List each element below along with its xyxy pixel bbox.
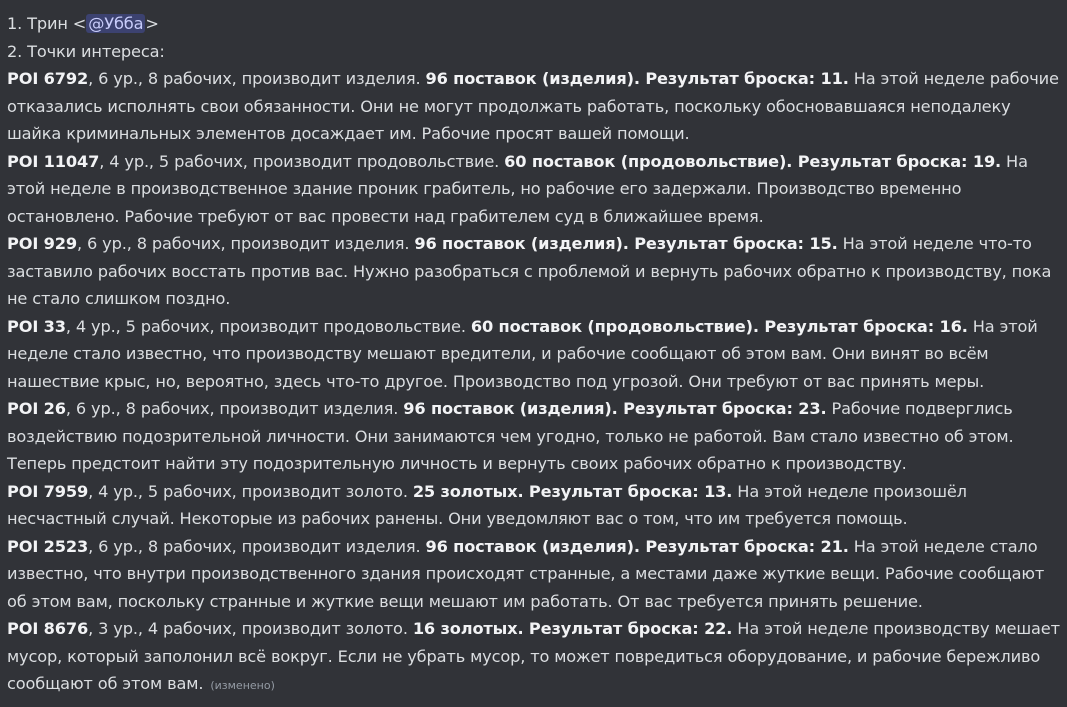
poi-id: POI 8676: [7, 619, 89, 638]
poi-text: На этой неделе производству мешает мусор, который заполонил всё вокруг. Если не убрать мусор, то может повредиться оборудование, и рабочие бережливо сообщают об этом вам.: [7, 619, 1060, 693]
poi-entry: [7, 313, 1061, 396]
poi-id: POI 6792: [7, 69, 89, 88]
poi-details: , 6 ур., 8 рабочих, производит изделия.: [88, 536, 426, 556]
poi-details: , 4 ур., 5 рабочих, производит продовольствие.: [65, 316, 471, 336]
poi-entry: [7, 148, 1061, 231]
poi-details: , 4 ур., 5 рабочих, производит золото.: [88, 481, 413, 501]
poi-supply: 96 поставок (изделия). Результат броска: 15.: [414, 234, 838, 253]
poi-supply: 96 поставок (изделия). Результат броска: 23.: [403, 399, 827, 418]
poi-supply: 96 поставок (изделия). Результат броска: 11.: [425, 69, 849, 88]
poi-id: POI 33: [7, 316, 66, 336]
poi-supply: 96 поставок (изделия). Результат броска: 21.: [425, 536, 849, 556]
poi-supply: 60 поставок (продовольствие). Результат броска: 16.: [470, 316, 968, 336]
poi-id: POI 26: [7, 399, 66, 418]
message-line-1: [7, 10, 1061, 38]
poi-id: POI 929: [7, 234, 78, 253]
poi-entry: [7, 65, 1061, 148]
poi-text: На этой неделе в производственное здание проник грабитель, но рабочие его задержали. Производство временно остановлено. Рабочие требуют от вас провести над грабителем суд в ближайшее время.: [7, 151, 1028, 226]
poi-text: На этой неделе рабочие отказались исполнять свои обязанности. Они не могут продолжать работать, поскольку обосновавшаяся неподалеку шайка криминальных элементов досаждает им. Рабочие просят вашей помощи.: [7, 69, 1059, 143]
poi-supply: 60 поставок (продовольствие). Результат броска: 19.: [504, 151, 1002, 171]
poi-text: На этой неделе произошёл несчастный случай. Некоторые из рабочих ранены. Они уведомляют вас о том, что им требуется помощь.: [7, 481, 967, 528]
poi-details: , 6 ур., 8 рабочих, производит изделия.: [88, 69, 426, 88]
poi-text: На этой неделе стало известно, что внутри производственного здания происходят странные, а местами даже жуткие вещи. Рабочие сообщают об этом вам, поскольку странные и жуткие вещи мешают им работать. От вас требуется принять решение.: [7, 536, 1045, 611]
poi-supply: 16 золотых. Результат броска: 22.: [412, 619, 733, 638]
poi-id: POI 2523: [7, 536, 89, 556]
poi-details: , 4 ур., 5 рабочих, производит продовольствие.: [99, 151, 505, 171]
poi-supply: 25 золотых. Результат броска: 13.: [412, 481, 733, 501]
line1-prefix: 1. Трин <: [7, 14, 87, 33]
poi-text: Рабочие подверглись воздействию подозрительной личности. Они занимаются чем угодно, только не работой. Вам стало известно об этом. Теперь предстоит найти эту подозрительную личность и вернуть своих рабочих обратно к производству.: [7, 399, 1014, 473]
poi-text: На этой неделе стало известно, что производству мешают вредители, и рабочие сообщают об этом вам. Они винят во всём нашествие крыс, но, вероятно, здесь что-то другое. Производство под угрозой. Они требуют от вас принять меры.: [7, 316, 1038, 391]
poi-entry: [7, 478, 1061, 533]
poi-entry: [7, 533, 1061, 616]
user-mention[interactable]: @Убба: [88, 14, 144, 33]
poi-entry: [7, 615, 1061, 700]
poi-entry: [7, 230, 1061, 313]
line1-suffix: >: [145, 14, 159, 33]
poi-entry: [7, 395, 1061, 478]
poi-text: На этой неделе что-то заставило рабочих восстать против вас. Нужно разобраться с проблемой и вернуть рабочих обратно к производству, пока не стало слишком поздно.: [7, 234, 1052, 308]
poi-id: POI 11047: [7, 151, 100, 171]
poi-details: , 3 ур., 4 рабочих, производит золото.: [88, 619, 413, 638]
message-line-2: 2. Точки интереса:: [7, 41, 165, 61]
poi-details: , 6 ур., 8 рабочих, производит изделия.: [77, 234, 415, 253]
poi-details: , 6 ур., 8 рабочих, производит изделия.: [65, 399, 404, 418]
edited-label: (изменено): [210, 679, 275, 692]
poi-id: POI 7959: [7, 481, 89, 501]
